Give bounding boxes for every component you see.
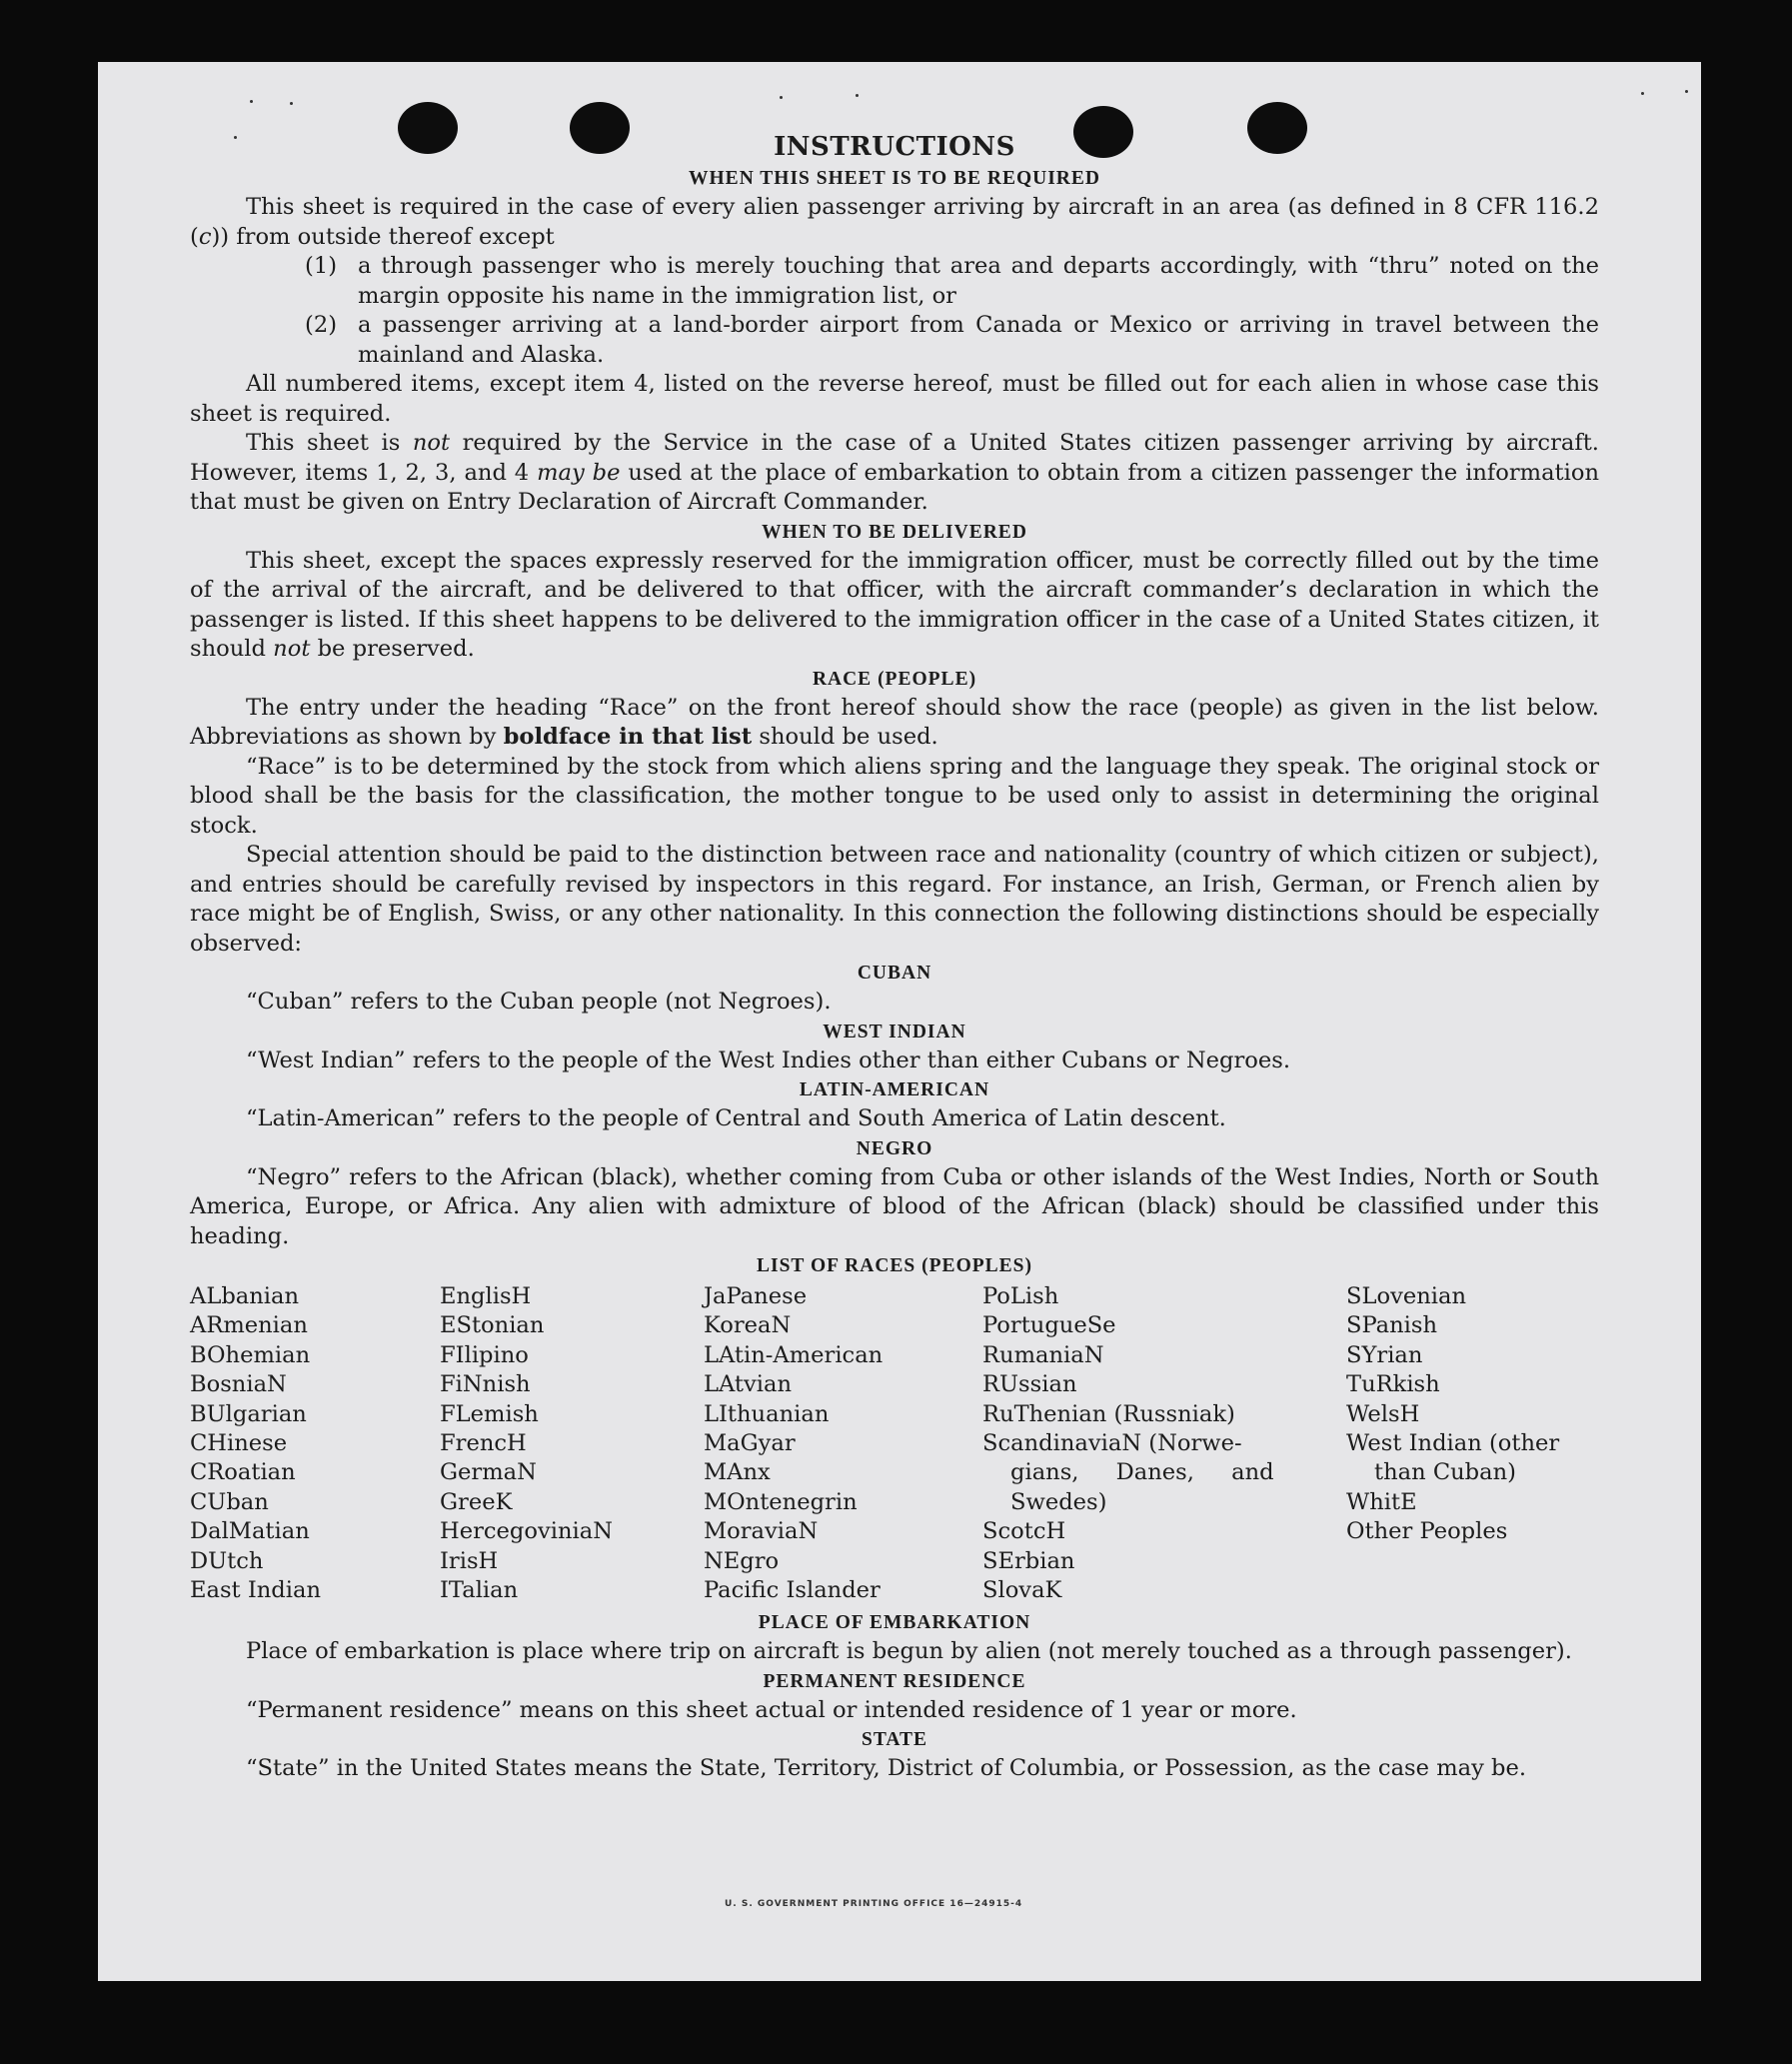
races-column-5 [1346,1282,1559,1547]
race-entry: MaGyar [704,1430,796,1457]
race-entry: ScotcH [982,1518,1066,1545]
list-item [190,252,1599,311]
race-entry: FrencH [440,1430,527,1457]
speck [290,102,293,105]
race-entry: HercegoviniaN [440,1518,613,1545]
item-text: a passenger arriving at a land-border airport from Canada or Mexico or arriving in travel between the mainland and Alaska. [358,312,1599,368]
section-heading: RACE (PEOPLE) [812,668,977,690]
race-entry: EStonian [440,1312,545,1339]
section-heading: PERMANENT RESIDENCE [763,1670,1026,1692]
race-entry: GermaN [440,1459,537,1486]
race-entry: gians, Danes, and [1010,1459,1274,1486]
paragraph: Place of embarkation is place where trip on aircraft is begun by alien (not merely touched as a through passenger). [246,1638,1572,1664]
race-entry: RuThenian (Russniak) [982,1400,1235,1427]
list-item [190,311,1599,370]
section-heading: WEST INDIAN [823,1021,966,1042]
paragraph: “State” in the United States means the State, Territory, District of Columbia, or Possession, as the case may be. [246,1755,1527,1781]
race-entry: RUssian [982,1371,1077,1398]
speck [1685,90,1688,93]
race-entry: MAnx [704,1459,771,1486]
races-list [190,1282,1599,1608]
paragraph: “Race” is to be determined by the stock from which aliens spring and the language they speak. The original stock or blood shall be the basis for the classification, the mother tongue to be used only to assist in determining the original stock. [190,753,1599,839]
paragraph: This sheet is not required by the Service in the case of a United States citizen passenger arriving by aircraft. However, items 1, 2, 3, and 4 may be used at the place of embarkation to obtain from a citizen passenger the information that must be given on Entry Declaration of Aircraft Commander. [190,430,1600,515]
race-entry: West Indian (other [1346,1430,1560,1457]
race-entry: ARmenian [190,1312,308,1339]
item-number: (1) [305,253,338,279]
race-entry: NEgro [704,1547,780,1574]
race-entry: FIlipino [440,1341,529,1368]
section-heading: CUBAN [857,963,932,984]
race-entry: MoraviaN [704,1518,819,1545]
paragraph: “West Indian” refers to the people of the West Indies other than either Cubans or Negroes. [246,1046,1291,1073]
race-entry: FLemish [440,1400,539,1427]
race-entry: than Cuban) [1374,1459,1516,1486]
race-entry: CHinese [190,1430,288,1457]
race-entry: LAtvian [704,1371,793,1398]
race-entry: EnglisH [440,1283,532,1309]
race-entry: CUban [190,1488,269,1515]
race-entry: DUtch [190,1547,264,1574]
race-entry: SYrian [1346,1341,1423,1368]
races-column-4 [982,1282,1274,1605]
race-entry: LIthuanian [704,1400,830,1427]
race-entry: SLovenian [1346,1283,1467,1309]
paragraph: “Latin-American” refers to the people of Central and South America of Latin descent. [246,1105,1226,1131]
race-entry: FiNnish [440,1371,531,1398]
race-entry: ALbanian [190,1283,300,1309]
section-heading: LIST OF RACES (PEOPLES) [756,1255,1032,1276]
speck [250,100,253,103]
race-entry: LAtin-American [704,1341,884,1368]
paragraph: This sheet is required in the case of every alien passenger arriving by aircraft in an area (as defined in 8 CFR 116.2 (c)) from outside thereof except [190,194,1599,250]
race-entry: BUlgarian [190,1400,307,1427]
races-column-2 [440,1282,613,1605]
race-entry: JaPanese [704,1283,808,1309]
race-entry: WelsH [1346,1400,1420,1427]
race-entry: Swedes) [1010,1488,1107,1515]
race-entry: GreeK [440,1488,513,1515]
races-column-3 [704,1282,883,1605]
race-entry: ITalian [440,1577,519,1604]
paragraph: “Negro” refers to the African (black), whether coming from Cuba or other islands of the West Indies, North or South America, Europe, or Africa. Any alien with admixture of blood of the African (black) should be classified under this heading. [190,1163,1599,1249]
race-entry: PoLish [982,1283,1059,1309]
paragraph: This sheet, except the spaces expressly reserved for the immigration officer, must be correctly filled out by the time of the arrival of the aircraft, and be delivered to that officer, with the aircraft commander’s declaration in which the passenger is listed. If this sheet happens to be delivered to the immigration officer in the case of a United States citizen, it should not be preserved. [190,547,1599,662]
section-heading: WHEN THIS SHEET IS TO BE REQUIRED [689,168,1100,189]
section-heading: WHEN TO BE DELIVERED [762,521,1027,543]
race-entry: MOntenegrin [704,1488,858,1515]
race-entry: SErbian [982,1547,1075,1574]
race-entry: East Indian [190,1577,322,1604]
race-entry: TuRkish [1346,1371,1440,1398]
races-column-1 [190,1282,321,1605]
speck [1641,92,1644,95]
item-text: a through passenger who is merely touching that area and departs accordingly, with “thru” noted on the margin opposite his name in the immigration list, or [358,253,1599,309]
printer-imprint: U. S. GOVERNMENT PRINTING OFFICE 16—24915-4 [725,1899,1023,1909]
race-entry: ScandinaviaN (Norwe- [982,1430,1242,1457]
section-heading: PLACE OF EMBARKATION [758,1612,1031,1633]
paragraph: Special attention should be paid to the distinction between race and nationality (country of which citizen or subject), and entries should be carefully revised by inspectors in this regard. For instance, an Irish, German, or French alien by race might be of English, Swiss, or any other nationality. In this connection the following distinctions should be especially observed: [190,842,1599,957]
race-entry: BosniaN [190,1371,287,1398]
race-entry: CRoatian [190,1459,296,1486]
race-entry: SPanish [1346,1312,1438,1339]
race-entry: KoreaN [704,1312,792,1339]
section-heading: NEGRO [856,1137,933,1159]
paragraph: All numbered items, except item 4, listed on the reverse hereof, must be filled out for each alien in whose case this sheet is required. [190,371,1599,427]
page-title: INSTRUCTIONS [774,132,1015,162]
speck [856,94,859,97]
race-entry: Pacific Islander [704,1577,881,1604]
paragraph: The entry under the heading “Race” on the front hereof should show the race (people) as given in the list below. Abbreviations as shown by boldface in that list should be used. [190,694,1599,750]
race-entry: IrisH [440,1547,499,1574]
item-number: (2) [305,312,338,338]
race-entry: RumaniaN [982,1341,1104,1368]
paragraph: “Permanent residence” means on this sheet actual or intended residence of 1 year or more. [246,1696,1297,1723]
section-heading: STATE [861,1729,928,1750]
instructions-text [190,130,1599,1784]
speck [780,96,783,99]
race-entry: SlovaK [982,1577,1062,1604]
race-entry: BOhemian [190,1341,311,1368]
paragraph: “Cuban” refers to the Cuban people (not Negroes). [246,989,832,1015]
race-entry: DalMatian [190,1518,310,1545]
race-entry: Other Peoples [1346,1518,1508,1545]
race-entry: PortugueSe [982,1312,1116,1339]
section-heading: LATIN-AMERICAN [799,1079,990,1100]
race-entry: WhitE [1346,1488,1417,1515]
